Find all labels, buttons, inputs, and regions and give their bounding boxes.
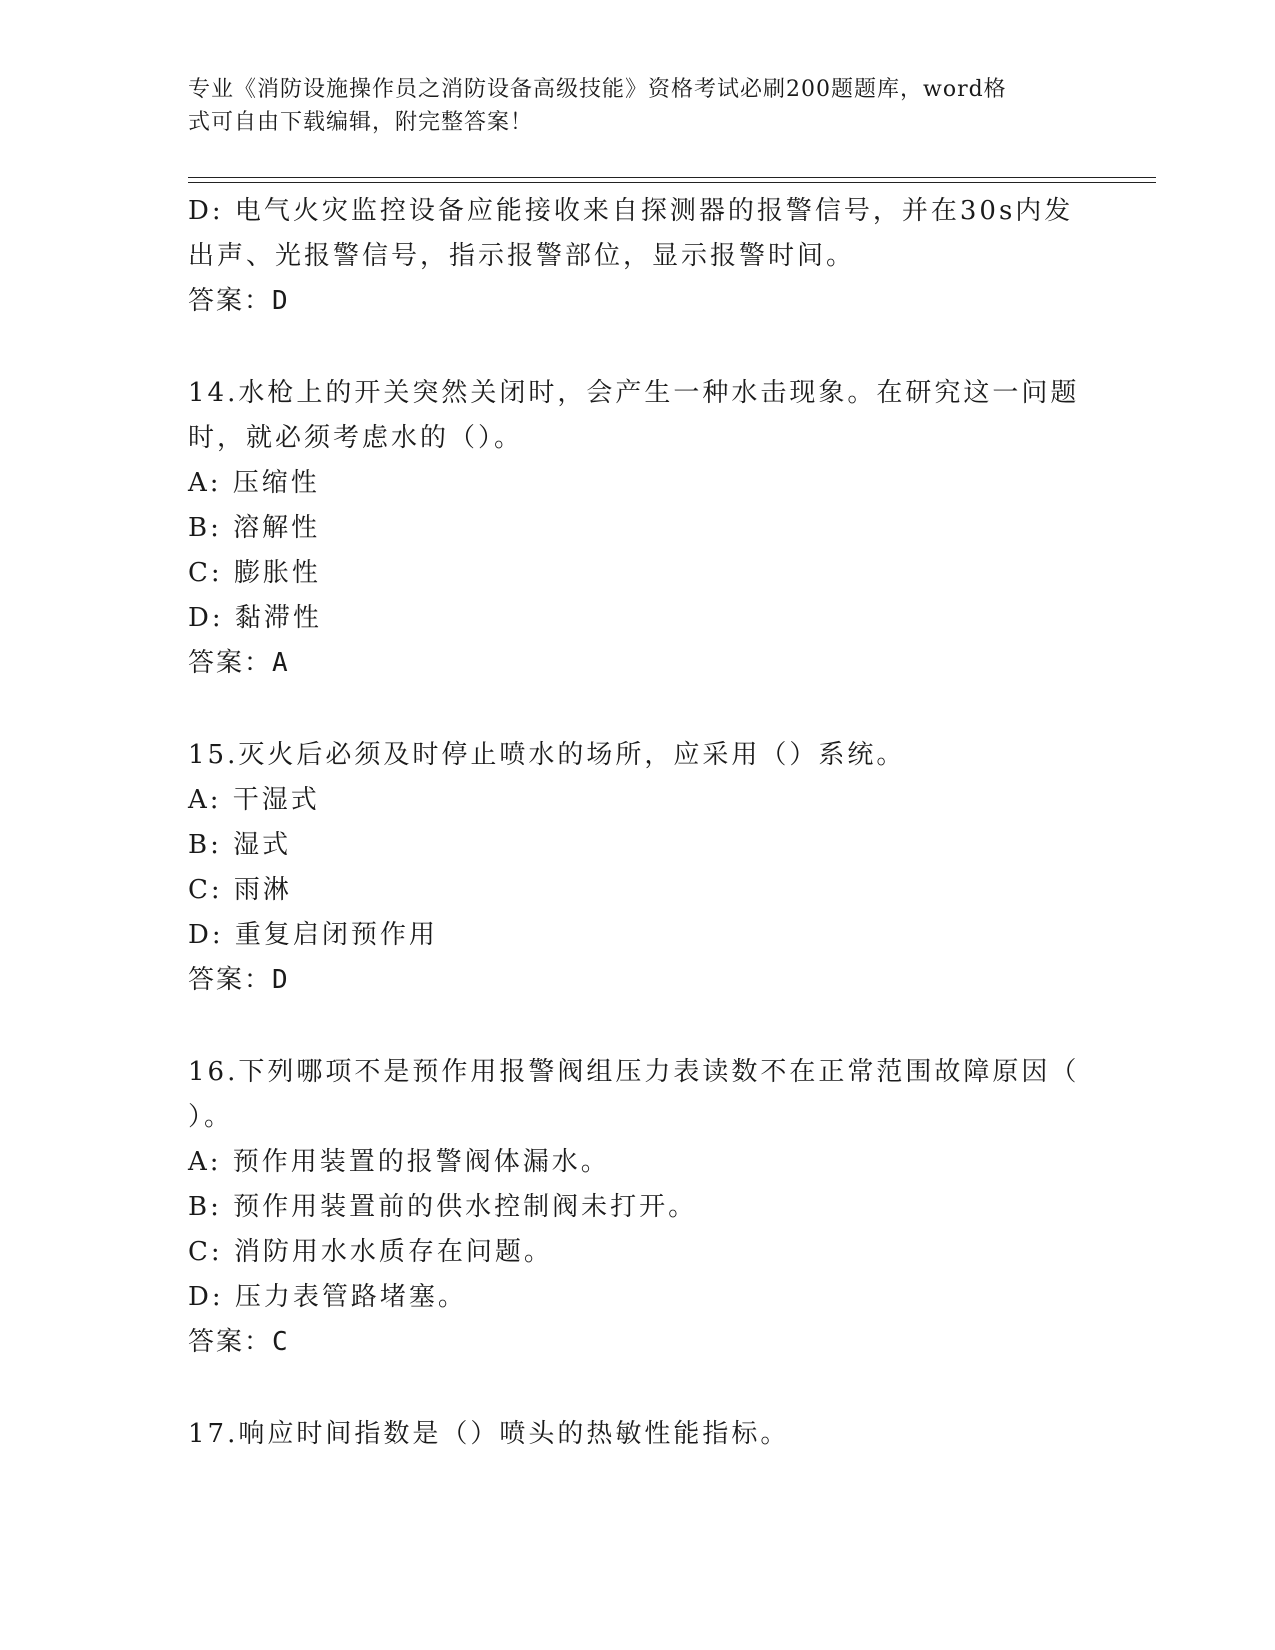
question-content <box>188 189 1078 1457</box>
option-b: B: 湿式 <box>188 830 292 860</box>
header-line-2: 式可自由下载编辑，附完整答案！ <box>188 110 534 135</box>
option-d-line-2: 出声、光报警信号，指示报警部位，显示报警时间。 <box>188 241 856 271</box>
answer: 答案：C <box>188 1327 290 1357</box>
question-stem-line-2: 时，就必须考虑水的（）。 <box>188 423 524 453</box>
option-a: A: 预作用装置的报警阀体漏水。 <box>188 1147 610 1177</box>
option-b: B: 溶解性 <box>188 513 321 543</box>
question-16 <box>188 1050 1078 1365</box>
question-stem-line-1: 15.灭火后必须及时停止喷水的场所，应采用（）系统。 <box>188 740 906 770</box>
question-17 <box>188 1412 1078 1457</box>
question-14 <box>188 371 1078 686</box>
option-d: D: 黏滞性 <box>188 603 322 633</box>
question-13-continued <box>188 189 1078 324</box>
option-c: C: 消防用水水质存在问题。 <box>188 1237 553 1267</box>
answer: 答案：D <box>188 965 290 995</box>
question-stem-line-1: 14.水枪上的开关突然关闭时，会产生一种水击现象。在研究这一问题 <box>188 378 1080 408</box>
option-c: C: 膨胀性 <box>188 558 321 588</box>
header-divider-top <box>188 177 1156 178</box>
option-d-line-1: D: 电气火灾监控设备应能接收来自探测器的报警信号，并在30s内发 <box>188 196 1074 226</box>
question-15 <box>188 733 1078 1003</box>
option-b: B: 预作用装置前的供水控制阀未打开。 <box>188 1192 698 1222</box>
option-a: A: 干湿式 <box>188 785 320 815</box>
document-header <box>188 73 1068 139</box>
question-stem-line-1: 17.响应时间指数是（）喷头的热敏性能指标。 <box>188 1419 790 1449</box>
question-stem-line-2: ）。 <box>188 1102 234 1132</box>
answer: 答案：D <box>188 286 290 316</box>
option-a: A: 压缩性 <box>188 468 320 498</box>
answer: 答案：A <box>188 648 290 678</box>
option-d: D: 压力表管路堵塞。 <box>188 1282 467 1312</box>
option-c: C: 雨淋 <box>188 875 292 905</box>
header-divider-bottom <box>188 182 1156 183</box>
header-line-1: 专业《消防设施操作员之消防设备高级技能》资格考试必刷200题题库，word格 <box>188 77 1007 102</box>
question-stem-line-1: 16.下列哪项不是预作用报警阀组压力表读数不在正常范围故障原因（ <box>188 1057 1080 1087</box>
option-d: D: 重复启闭预作用 <box>188 920 438 950</box>
